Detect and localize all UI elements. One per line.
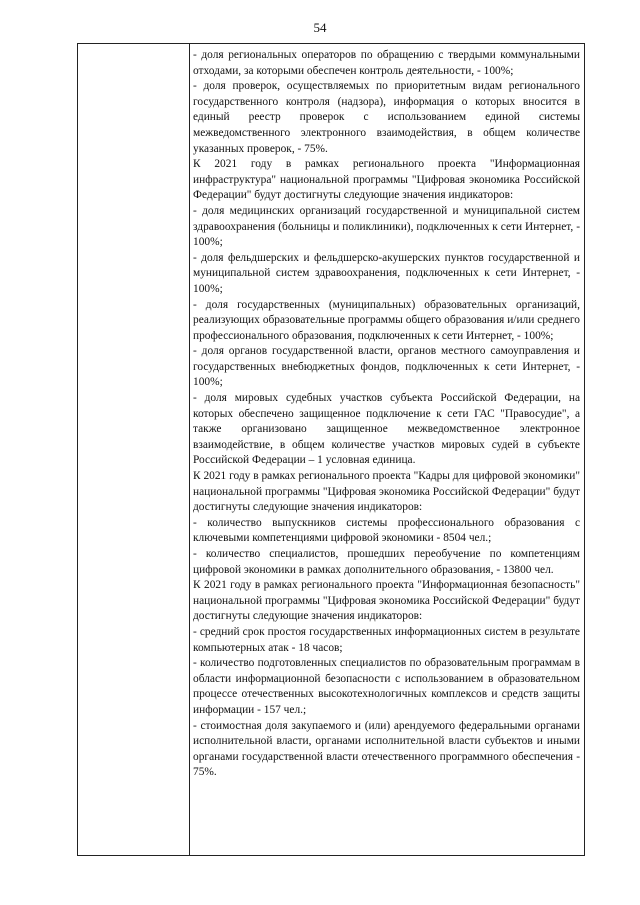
paragraph: - доля проверок, осуществляемых по приоритетным видам регионального государственного контроля (надзора), информация о которых вносится в единый реестр проверок с использованием единой системы межведомственного электронного взаимодействия, в общем количестве указанных проверок, - 75%. — [193, 80, 580, 155]
paragraph: - доля мировых судебных участков субъекта Российской Федерации, на которых обеспечено защищенное подключение к сети ГАС "Правосудие", а также организовано защищенное межведомственное электронное взаимодействие, в общем количестве участков мировых судей в субъекте Российской Федерации – 1 условная единица. — [193, 392, 580, 467]
document-table — [77, 43, 585, 856]
paragraph: - доля государственных (муниципальных) образовательных организаций, реализующих образовательные программы общего образования и/или среднего профессионального образования, подключенных к сети Интернет, - 100%; — [193, 298, 580, 342]
paragraph: - количество специалистов, прошедших переобучение по компетенциям цифровой экономики в рамках дополнительного образования, - 13800 чел. — [193, 548, 580, 576]
table-text-cell — [190, 44, 584, 781]
paragraph: - средний срок простоя государственных информационных систем в результате компьютерных атак - 18 часов; — [193, 625, 580, 654]
paragraph: - количество подготовленных специалистов по образовательным программам в области информационной безопасности с использованием в образовательном процессе отечественных высокотехнологичных комплексов и средств защиты информации - 157 чел.; — [193, 657, 580, 716]
paragraph: - доля фельдшерских и фельдшерско-акушерских пунктов государственной и муниципальной систем здравоохранения, подключенных к сети Интернет, - 100%; — [193, 251, 580, 295]
paragraph: К 2021 году в рамках регионального проекта "Информационная безопасность" национальной программы "Цифровая экономика Российской Федерации" будут достигнуты следующие значения индикаторов: — [193, 579, 580, 623]
paragraph: - количество выпускников системы профессионального образования с ключевыми компетенциями цифровой экономики - 8504 чел.; — [193, 516, 580, 545]
paragraph: - доля региональных операторов по обращению с твердыми коммунальными отходами, за которыми обеспечен контроль деятельности, - 100%; — [193, 49, 580, 77]
paragraph: - доля органов государственной власти, органов местного самоуправления и государственных внебюджетных фондов, подключенных к сети Интернет, - 100%; — [193, 345, 580, 389]
page-number: 54 — [313, 20, 327, 35]
table-left-column — [78, 44, 190, 855]
paragraph: - стоимостная доля закупаемого и (или) арендуемого федеральными органами исполнительной власти, органами исполнительной власти субъектов и иными органами государственной власти отечественного программного обеспечения - 75%. — [193, 719, 580, 779]
paragraph: К 2021 году в рамках регионального проекта "Информационная инфраструктура" национальной программы "Цифровая экономика Российской Федерации" будут достигнуты следующие значения индикаторов: — [193, 158, 580, 202]
paragraph: К 2021 году в рамках регионального проекта "Кадры для цифровой экономики" национальной программы "Цифровая экономика Российской Федерации" будут достигнуты следующие значения индикаторов: — [193, 470, 580, 514]
paragraph: - доля медицинских организаций государственной и муниципальной систем здравоохранения (больницы и поликлиники), подключенных к сети Интернет, - 100%; — [193, 204, 580, 249]
